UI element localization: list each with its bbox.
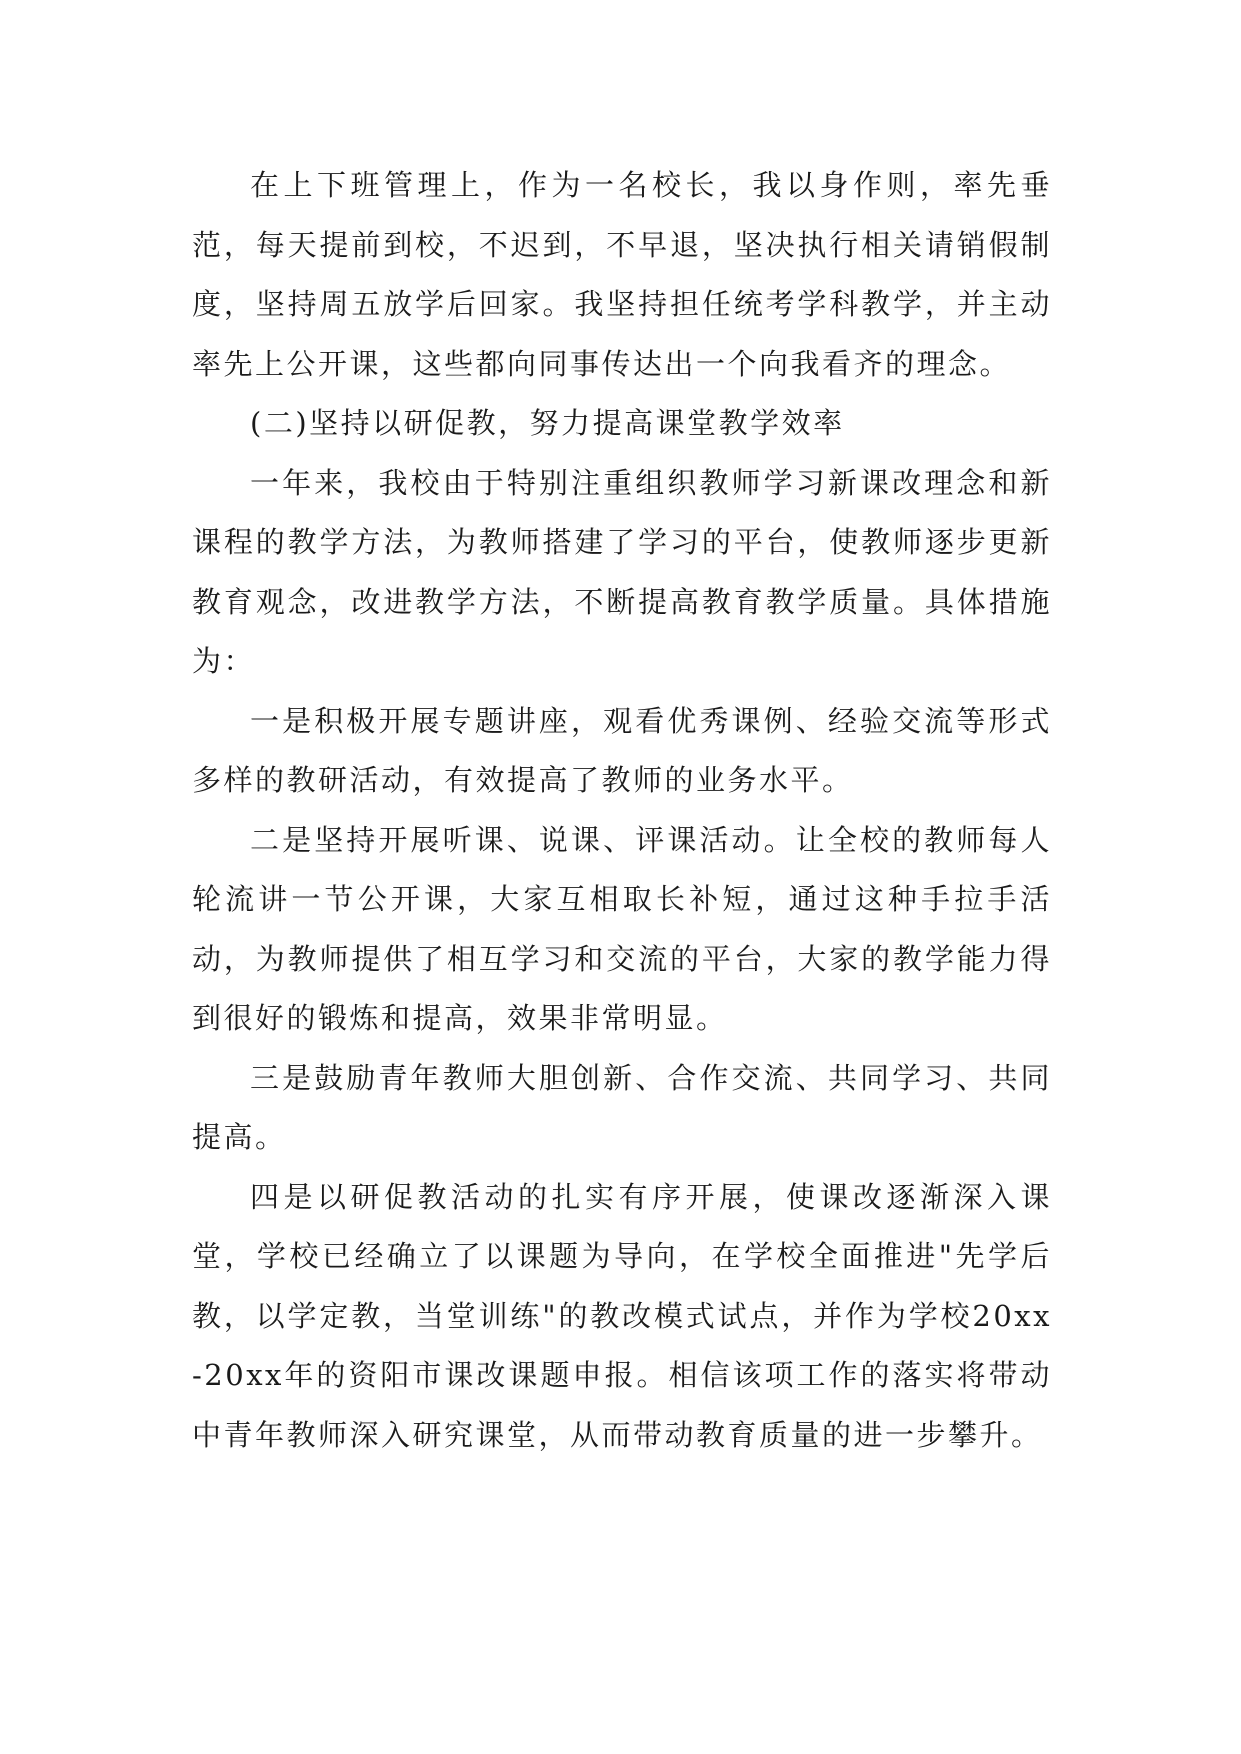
paragraph-intro-measures: 一年来，我校由于特别注重组织教师学习新课改理念和新课程的教学方法，为教师搭建了学习的平台，使教师逐步更新教育观念，改进教学方法，不断提高教育教学质量。具体措施为： bbox=[192, 465, 1052, 678]
document-page bbox=[192, 156, 1052, 1465]
paragraph-measure-4: 四是以研促教活动的扎实有序开展，使课改逐渐深入课堂，学校已经确立了以课题为导向，在学校全面推进"先学后教，以学定教，当堂训练"的教改模式试点，并作为学校20xx-20xx年的资阳市课改课题申报。相信该项工作的落实将带动中青年教师深入研究课堂，从而带动教育质量的进一步攀升。 bbox=[192, 1179, 1052, 1452]
paragraph-leadership-example: 在上下班管理上，作为一名校长，我以身作则，率先垂范，每天提前到校，不迟到，不早退，坚决执行相关请销假制度，坚持周五放学后回家。我坚持担任统考学科教学，并主动率先上公开课，这些都向同事传达出一个向我看齐的理念。 bbox=[192, 168, 1052, 381]
section-heading-research-teaching: (二)坚持以研促教，努力提高课堂教学效率 bbox=[250, 406, 845, 440]
paragraph-measure-1: 一是积极开展专题讲座，观看优秀课例、经验交流等形式多样的教研活动，有效提高了教师的业务水平。 bbox=[192, 703, 1052, 797]
paragraph-measure-3: 三是鼓励青年教师大胆创新、合作交流、共同学习、共同提高。 bbox=[192, 1060, 1052, 1154]
paragraph-measure-2: 二是坚持开展听课、说课、评课活动。让全校的教师每人轮流讲一节公开课，大家互相取长补短，通过这种手拉手活动，为教师提供了相互学习和交流的平台，大家的教学能力得到很好的锻炼和提高，效果非常明显。 bbox=[192, 822, 1052, 1035]
